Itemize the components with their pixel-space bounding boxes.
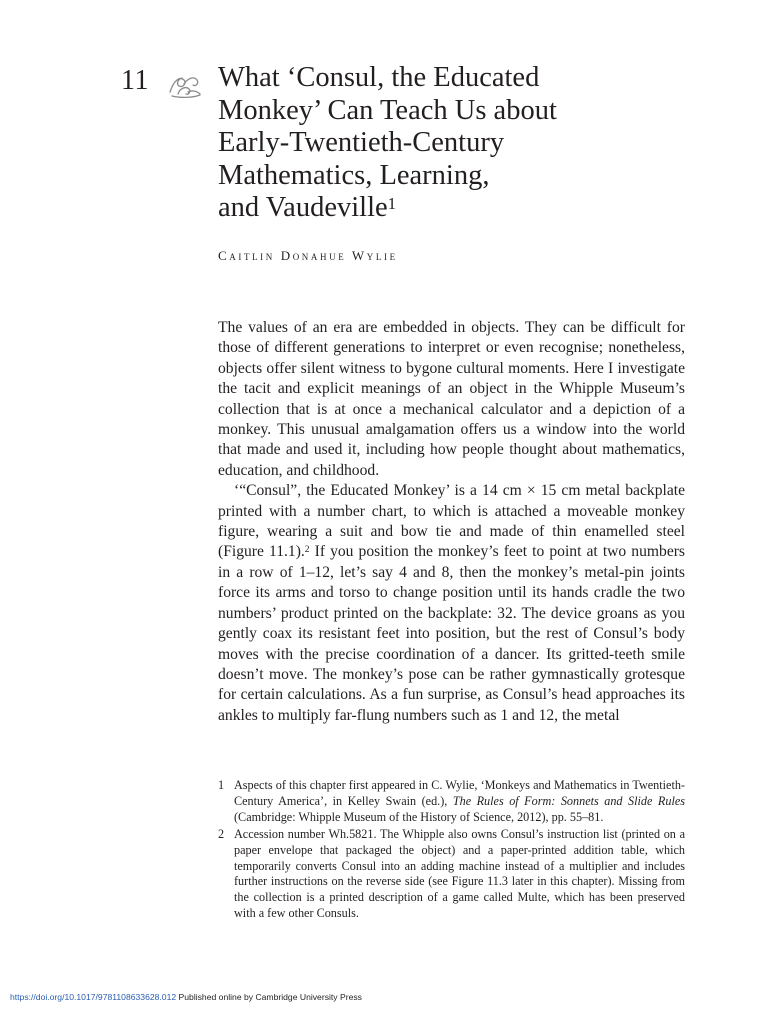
doi-footer [10,992,362,1002]
title-footnote-marker[interactable]: 1 [387,194,397,213]
author-name-text: Caitlin Donahue Wylie [218,248,398,263]
paragraph-2 [218,481,685,726]
author-name [218,248,398,264]
chapter-number: 11 [121,65,149,96]
title-line-3: Early-Twentieth-Century [218,127,505,158]
paragraph-2-part-b: If you position the monkey’s feet to point at two numbers in a row of 1–12, let’s say 4 and 8, then the monkey’s metal-pin joints force its arms and torso to change position until its hands cradle the two numbers’ product printed on the backplate: 32. The device groans as you gently coax its resistant feet into position, but the rest of Consul’s body moves with the precise coordination of a dancer. Its gritted-teeth smile doesn’t move. The monkey’s pose can be rather gymnastically grotesque for certain calculations. As a fun surprise, as Consul’s head approaches its ankles to multiply far-flung numbers such as 1 and 12, the metal [218,543,685,724]
fleuron-icon [166,70,204,100]
footnotes [218,778,685,923]
footnote-1 [218,778,685,826]
body-text [218,318,685,726]
title-line-2: Monkey’ Can Teach Us about [218,94,557,126]
footnote-number: 2 [218,826,225,841]
paragraph-2-part-a: ‘“Consul”, the Educated Monkey’ is a 14 cm × 15 cm metal backplate printed with a number chart, to which is attached a moveable monkey figure, wearing a suit and bow tie and made of thin enamelled steel (Figure 11.1). [218,482,685,561]
footnote-1-book-title: The Rules of Form: Sonnets and Slide Rules [452,793,685,808]
title-line-5: and Vaudeville [218,192,388,223]
chapter-title [218,62,698,225]
footnote-1-text-b: (Cambridge: Whipple Museum of the History of Science, 2012), pp. 55–81. [234,809,604,824]
footnote-number: 1 [218,778,225,792]
title-line-1: What ‘Consul, the Educated [218,62,540,93]
footnote-2-text: Accession number Wh.5821. The Whipple also owns Consul’s instruction list (printed on a paper envelope that packaged the object) and a paper-printed addition table, which temporarily converts Consul into an adding machine instead of a multiplier and includes further instructions on the reverse side (see Figure 11.3 later in this chapter). Missing from the collection is a printed description of a game called Multe, which has been preserved with a few other Consuls. [234,826,685,921]
publisher-text: Published online by Cambridge University Press [176,992,362,1002]
doi-link[interactable]: https://doi.org/10.1017/9781108633628.012 [10,992,177,1002]
paragraph-1: The values of an era are embedded in objects. They can be difficult for those of different generations to interpret or even recognise; nonetheless, objects offer silent witness to bygone cultural moments. Here I investigate the tacit and explicit meanings of an object in the Whipple Museum’s collection that is at once a mechanical calculator and a depiction of a monkey. This unusual amalgamation offers us a window into the world that made and used it, including how people thought about mathematics, education, and childhood. [218,319,685,479]
title-line-4: Mathematics, Learning, [218,159,490,191]
footnote-marker-2[interactable]: 2 [304,545,310,556]
footnote-1-text-a: Aspects of this chapter first appeared in C. Wylie, ‘Monkeys and Mathematics in Twentieth-Century America’, in Kelley Swain (ed.), [234,778,685,808]
footnote-2 [218,827,685,922]
